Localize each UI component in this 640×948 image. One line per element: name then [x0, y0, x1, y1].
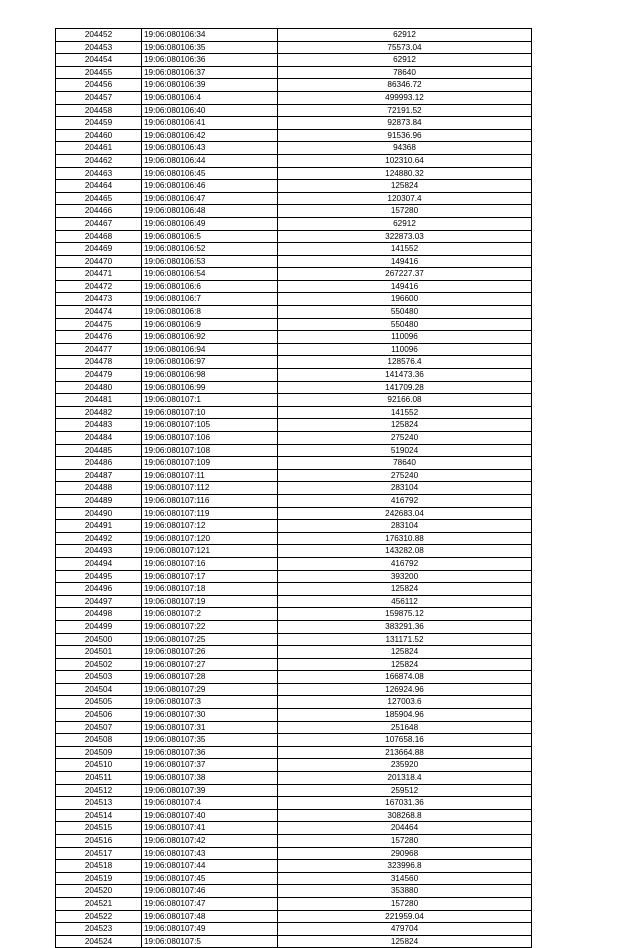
cadastral-number-cell: 19:06:080107:36: [142, 746, 278, 759]
value-cell: 125824: [278, 935, 532, 948]
table-row: [56, 822, 532, 835]
row-id-cell: 204515: [56, 822, 142, 835]
value-cell: 353880: [278, 885, 532, 898]
row-id-cell: 204459: [56, 117, 142, 130]
table-row: [56, 683, 532, 696]
value-cell: 383291.36: [278, 620, 532, 633]
cadastral-number-cell: 19:06:080106:48: [142, 205, 278, 218]
value-cell: 102310.64: [278, 154, 532, 167]
cadastral-number-cell: 19:06:080106:39: [142, 79, 278, 92]
table-row: [56, 104, 532, 117]
table-row: [56, 180, 532, 193]
table-row: [56, 709, 532, 722]
row-id-cell: 204511: [56, 772, 142, 785]
value-cell: 166874.08: [278, 671, 532, 684]
cadastral-number-cell: 19:06:080107:106: [142, 432, 278, 445]
row-id-cell: 204521: [56, 897, 142, 910]
table-row: [56, 54, 532, 67]
table-row: [56, 432, 532, 445]
table-row: [56, 897, 532, 910]
table-row: [56, 746, 532, 759]
value-cell: 235920: [278, 759, 532, 772]
cadastral-number-cell: 19:06:080107:16: [142, 557, 278, 570]
cadastral-number-cell: 19:06:080107:30: [142, 709, 278, 722]
cadastral-number-cell: 19:06:080106:44: [142, 154, 278, 167]
value-cell: 322873.03: [278, 230, 532, 243]
table-row: [56, 356, 532, 369]
cadastral-number-cell: 19:06:080107:112: [142, 482, 278, 495]
row-id-cell: 204482: [56, 406, 142, 419]
value-cell: 125824: [278, 180, 532, 193]
table-row: [56, 457, 532, 470]
value-cell: 72191.52: [278, 104, 532, 117]
value-cell: 91536.96: [278, 129, 532, 142]
cadastral-number-cell: 19:06:080106:9: [142, 318, 278, 331]
table-row: [56, 658, 532, 671]
table-row: [56, 230, 532, 243]
cadastral-number-cell: 19:06:080106:37: [142, 66, 278, 79]
value-cell: 167031.36: [278, 797, 532, 810]
cadastral-number-cell: 19:06:080106:34: [142, 29, 278, 42]
row-id-cell: 204486: [56, 457, 142, 470]
row-id-cell: 204503: [56, 671, 142, 684]
table-row: [56, 734, 532, 747]
table-row: [56, 860, 532, 873]
table-row: [56, 255, 532, 268]
cadastral-number-cell: 19:06:080107:38: [142, 772, 278, 785]
cadastral-number-cell: 19:06:080107:47: [142, 897, 278, 910]
value-cell: 120307.4: [278, 192, 532, 205]
row-id-cell: 204477: [56, 343, 142, 356]
cadastral-number-cell: 19:06:080107:19: [142, 595, 278, 608]
value-cell: 416792: [278, 494, 532, 507]
row-id-cell: 204479: [56, 369, 142, 382]
table-row: [56, 243, 532, 256]
value-cell: 314560: [278, 872, 532, 885]
value-cell: 176310.88: [278, 532, 532, 545]
cadastral-number-cell: 19:06:080107:25: [142, 633, 278, 646]
cadastral-number-cell: 19:06:080106:99: [142, 381, 278, 394]
row-id-cell: 204499: [56, 620, 142, 633]
value-cell: 159875.12: [278, 608, 532, 621]
row-id-cell: 204473: [56, 293, 142, 306]
table-row: [56, 91, 532, 104]
cadastral-number-cell: 19:06:080106:41: [142, 117, 278, 130]
table-row: [56, 935, 532, 948]
row-id-cell: 204495: [56, 570, 142, 583]
row-id-cell: 204501: [56, 646, 142, 659]
row-id-cell: 204452: [56, 29, 142, 42]
cadastral-number-cell: 19:06:080107:31: [142, 721, 278, 734]
value-cell: 185904.96: [278, 709, 532, 722]
table-row: [56, 142, 532, 155]
row-id-cell: 204483: [56, 419, 142, 432]
value-cell: 259512: [278, 784, 532, 797]
value-cell: 550480: [278, 306, 532, 319]
table-row: [56, 369, 532, 382]
row-id-cell: 204522: [56, 910, 142, 923]
row-id-cell: 204509: [56, 746, 142, 759]
row-id-cell: 204453: [56, 41, 142, 54]
row-id-cell: 204454: [56, 54, 142, 67]
cadastral-number-cell: 19:06:080107:18: [142, 583, 278, 596]
cadastral-number-cell: 19:06:080107:48: [142, 910, 278, 923]
cadastral-number-cell: 19:06:080107:22: [142, 620, 278, 633]
row-id-cell: 204510: [56, 759, 142, 772]
cadastral-number-cell: 19:06:080106:97: [142, 356, 278, 369]
table-row: [56, 847, 532, 860]
cadastral-number-cell: 19:06:080106:4: [142, 91, 278, 104]
value-cell: 92873.84: [278, 117, 532, 130]
table-row: [56, 784, 532, 797]
value-cell: 275240: [278, 432, 532, 445]
cadastral-number-cell: 19:06:080107:119: [142, 507, 278, 520]
cadastral-number-cell: 19:06:080107:40: [142, 809, 278, 822]
cadastral-number-cell: 19:06:080107:44: [142, 860, 278, 873]
value-cell: 141473.36: [278, 369, 532, 382]
value-cell: 125824: [278, 419, 532, 432]
table-row: [56, 545, 532, 558]
table-row: [56, 41, 532, 54]
row-id-cell: 204498: [56, 608, 142, 621]
cadastral-number-cell: 19:06:080106:40: [142, 104, 278, 117]
row-id-cell: 204462: [56, 154, 142, 167]
value-cell: 201318.4: [278, 772, 532, 785]
row-id-cell: 204514: [56, 809, 142, 822]
value-cell: 128576.4: [278, 356, 532, 369]
row-id-cell: 204491: [56, 520, 142, 533]
row-id-cell: 204461: [56, 142, 142, 155]
value-cell: 86346.72: [278, 79, 532, 92]
row-id-cell: 204488: [56, 482, 142, 495]
value-cell: 157280: [278, 205, 532, 218]
value-cell: 157280: [278, 897, 532, 910]
cadastral-number-cell: 19:06:080106:5: [142, 230, 278, 243]
value-cell: 143282.08: [278, 545, 532, 558]
cadastral-number-cell: 19:06:080107:120: [142, 532, 278, 545]
row-id-cell: 204456: [56, 79, 142, 92]
value-cell: 416792: [278, 557, 532, 570]
table-row: [56, 331, 532, 344]
value-cell: 141552: [278, 406, 532, 419]
value-cell: 92166.08: [278, 394, 532, 407]
row-id-cell: 204471: [56, 268, 142, 281]
row-id-cell: 204489: [56, 494, 142, 507]
table-row: [56, 79, 532, 92]
cadastral-number-cell: 19:06:080107:35: [142, 734, 278, 747]
cadastral-number-cell: 19:06:080106:43: [142, 142, 278, 155]
table-row: [56, 759, 532, 772]
row-id-cell: 204505: [56, 696, 142, 709]
cadastral-number-cell: 19:06:080107:105: [142, 419, 278, 432]
value-cell: 283104: [278, 520, 532, 533]
row-id-cell: 204520: [56, 885, 142, 898]
cadastral-number-cell: 19:06:080107:49: [142, 923, 278, 936]
row-id-cell: 204468: [56, 230, 142, 243]
table-row: [56, 117, 532, 130]
row-id-cell: 204492: [56, 532, 142, 545]
row-id-cell: 204460: [56, 129, 142, 142]
row-id-cell: 204481: [56, 394, 142, 407]
row-id-cell: 204465: [56, 192, 142, 205]
cadastral-number-cell: 19:06:080106:7: [142, 293, 278, 306]
value-cell: 125824: [278, 583, 532, 596]
table-row: [56, 167, 532, 180]
table-row: [56, 620, 532, 633]
cadastral-number-cell: 19:06:080106:92: [142, 331, 278, 344]
cadastral-number-cell: 19:06:080107:4: [142, 797, 278, 810]
cadastral-number-cell: 19:06:080107:108: [142, 444, 278, 457]
table-row: [56, 129, 532, 142]
cadastral-number-cell: 19:06:080106:47: [142, 192, 278, 205]
table-row: [56, 721, 532, 734]
row-id-cell: 204496: [56, 583, 142, 596]
row-id-cell: 204494: [56, 557, 142, 570]
value-cell: 283104: [278, 482, 532, 495]
cadastral-number-cell: 19:06:080107:41: [142, 822, 278, 835]
table-row: [56, 923, 532, 936]
cadastral-number-cell: 19:06:080107:42: [142, 835, 278, 848]
cadastral-number-cell: 19:06:080106:52: [142, 243, 278, 256]
table-row: [56, 797, 532, 810]
cadastral-number-cell: 19:06:080106:35: [142, 41, 278, 54]
value-cell: 267227.37: [278, 268, 532, 281]
row-id-cell: 204517: [56, 847, 142, 860]
cadastral-number-cell: 19:06:080107:28: [142, 671, 278, 684]
cadastral-number-cell: 19:06:080107:1: [142, 394, 278, 407]
table-row: [56, 520, 532, 533]
row-id-cell: 204472: [56, 280, 142, 293]
row-id-cell: 204519: [56, 872, 142, 885]
value-cell: 456112: [278, 595, 532, 608]
table-row: [56, 343, 532, 356]
value-cell: 519024: [278, 444, 532, 457]
value-cell: 290968: [278, 847, 532, 860]
row-id-cell: 204516: [56, 835, 142, 848]
cadastral-number-cell: 19:06:080107:11: [142, 469, 278, 482]
row-id-cell: 204467: [56, 217, 142, 230]
table-row: [56, 557, 532, 570]
table-row: [56, 532, 532, 545]
value-cell: 107658.16: [278, 734, 532, 747]
cadastral-number-cell: 19:06:080107:26: [142, 646, 278, 659]
table-row: [56, 293, 532, 306]
cadastral-number-cell: 19:06:080107:12: [142, 520, 278, 533]
cadastral-number-cell: 19:06:080106:53: [142, 255, 278, 268]
row-id-cell: 204513: [56, 797, 142, 810]
cadastral-number-cell: 19:06:080107:10: [142, 406, 278, 419]
value-cell: 75573.04: [278, 41, 532, 54]
row-id-cell: 204518: [56, 860, 142, 873]
cadastral-number-cell: 19:06:080107:29: [142, 683, 278, 696]
value-cell: 393200: [278, 570, 532, 583]
row-id-cell: 204507: [56, 721, 142, 734]
row-id-cell: 204497: [56, 595, 142, 608]
value-cell: 149416: [278, 280, 532, 293]
table-row: [56, 872, 532, 885]
value-cell: 323996.8: [278, 860, 532, 873]
row-id-cell: 204457: [56, 91, 142, 104]
table-row: [56, 318, 532, 331]
cadastral-number-cell: 19:06:080107:5: [142, 935, 278, 948]
table-row: [56, 809, 532, 822]
cadastral-number-cell: 19:06:080106:42: [142, 129, 278, 142]
table-row: [56, 205, 532, 218]
value-cell: 221959.04: [278, 910, 532, 923]
table-row: [56, 306, 532, 319]
row-id-cell: 204485: [56, 444, 142, 457]
row-id-cell: 204476: [56, 331, 142, 344]
table-row: [56, 419, 532, 432]
value-cell: 251648: [278, 721, 532, 734]
cadastral-number-cell: 19:06:080107:2: [142, 608, 278, 621]
cadastral-number-cell: 19:06:080107:116: [142, 494, 278, 507]
value-cell: 149416: [278, 255, 532, 268]
row-id-cell: 204466: [56, 205, 142, 218]
row-id-cell: 204493: [56, 545, 142, 558]
data-table: [55, 28, 532, 948]
table-row: [56, 154, 532, 167]
cadastral-number-cell: 19:06:080106:98: [142, 369, 278, 382]
cadastral-number-cell: 19:06:080107:39: [142, 784, 278, 797]
row-id-cell: 204478: [56, 356, 142, 369]
table-row: [56, 29, 532, 42]
table-row: [56, 646, 532, 659]
cadastral-number-cell: 19:06:080106:6: [142, 280, 278, 293]
table-row: [56, 394, 532, 407]
value-cell: 62912: [278, 54, 532, 67]
table-row: [56, 66, 532, 79]
row-id-cell: 204506: [56, 709, 142, 722]
cadastral-number-cell: 19:06:080107:109: [142, 457, 278, 470]
row-id-cell: 204470: [56, 255, 142, 268]
value-cell: 125824: [278, 658, 532, 671]
row-id-cell: 204523: [56, 923, 142, 936]
value-cell: 242683.04: [278, 507, 532, 520]
cadastral-number-cell: 19:06:080107:45: [142, 872, 278, 885]
value-cell: 124880.32: [278, 167, 532, 180]
value-cell: 127003.6: [278, 696, 532, 709]
row-id-cell: 204502: [56, 658, 142, 671]
row-id-cell: 204475: [56, 318, 142, 331]
table-body: [56, 29, 532, 948]
table-row: [56, 469, 532, 482]
cadastral-number-cell: 19:06:080106:94: [142, 343, 278, 356]
table-row: [56, 192, 532, 205]
table-row: [56, 280, 532, 293]
value-cell: 125824: [278, 646, 532, 659]
value-cell: 78640: [278, 66, 532, 79]
value-cell: 157280: [278, 835, 532, 848]
table-row: [56, 482, 532, 495]
value-cell: 204464: [278, 822, 532, 835]
table-row: [56, 608, 532, 621]
table-row: [56, 217, 532, 230]
cadastral-number-cell: 19:06:080107:17: [142, 570, 278, 583]
row-id-cell: 204487: [56, 469, 142, 482]
value-cell: 275240: [278, 469, 532, 482]
table-row: [56, 696, 532, 709]
row-id-cell: 204524: [56, 935, 142, 948]
table-row: [56, 444, 532, 457]
value-cell: 213664.88: [278, 746, 532, 759]
row-id-cell: 204490: [56, 507, 142, 520]
row-id-cell: 204512: [56, 784, 142, 797]
value-cell: 479704: [278, 923, 532, 936]
table-row: [56, 885, 532, 898]
table-row: [56, 381, 532, 394]
table-row: [56, 633, 532, 646]
table-row: [56, 583, 532, 596]
row-id-cell: 204484: [56, 432, 142, 445]
cadastral-number-cell: 19:06:080106:45: [142, 167, 278, 180]
cadastral-number-cell: 19:06:080106:49: [142, 217, 278, 230]
value-cell: 550480: [278, 318, 532, 331]
cadastral-number-cell: 19:06:080107:37: [142, 759, 278, 772]
row-id-cell: 204500: [56, 633, 142, 646]
cadastral-number-cell: 19:06:080106:46: [142, 180, 278, 193]
value-cell: 308268.8: [278, 809, 532, 822]
row-id-cell: 204463: [56, 167, 142, 180]
table-row: [56, 494, 532, 507]
table-row: [56, 772, 532, 785]
cadastral-number-cell: 19:06:080106:36: [142, 54, 278, 67]
table-row: [56, 268, 532, 281]
value-cell: 499993.12: [278, 91, 532, 104]
value-cell: 78640: [278, 457, 532, 470]
cadastral-number-cell: 19:06:080106:54: [142, 268, 278, 281]
value-cell: 141709.28: [278, 381, 532, 394]
row-id-cell: 204480: [56, 381, 142, 394]
cadastral-number-cell: 19:06:080106:8: [142, 306, 278, 319]
cadastral-number-cell: 19:06:080107:43: [142, 847, 278, 860]
table-row: [56, 671, 532, 684]
value-cell: 110096: [278, 331, 532, 344]
cadastral-number-cell: 19:06:080107:27: [142, 658, 278, 671]
value-cell: 141552: [278, 243, 532, 256]
row-id-cell: 204455: [56, 66, 142, 79]
table-row: [56, 910, 532, 923]
value-cell: 126924.96: [278, 683, 532, 696]
row-id-cell: 204474: [56, 306, 142, 319]
table-row: [56, 570, 532, 583]
value-cell: 94368: [278, 142, 532, 155]
table-row: [56, 595, 532, 608]
table-row: [56, 835, 532, 848]
value-cell: 110096: [278, 343, 532, 356]
table-row: [56, 507, 532, 520]
row-id-cell: 204469: [56, 243, 142, 256]
row-id-cell: 204464: [56, 180, 142, 193]
row-id-cell: 204508: [56, 734, 142, 747]
row-id-cell: 204458: [56, 104, 142, 117]
cadastral-number-cell: 19:06:080107:46: [142, 885, 278, 898]
row-id-cell: 204504: [56, 683, 142, 696]
value-cell: 196600: [278, 293, 532, 306]
value-cell: 131171.52: [278, 633, 532, 646]
value-cell: 62912: [278, 217, 532, 230]
table-row: [56, 406, 532, 419]
cadastral-number-cell: 19:06:080107:3: [142, 696, 278, 709]
cadastral-number-cell: 19:06:080107:121: [142, 545, 278, 558]
value-cell: 62912: [278, 29, 532, 42]
